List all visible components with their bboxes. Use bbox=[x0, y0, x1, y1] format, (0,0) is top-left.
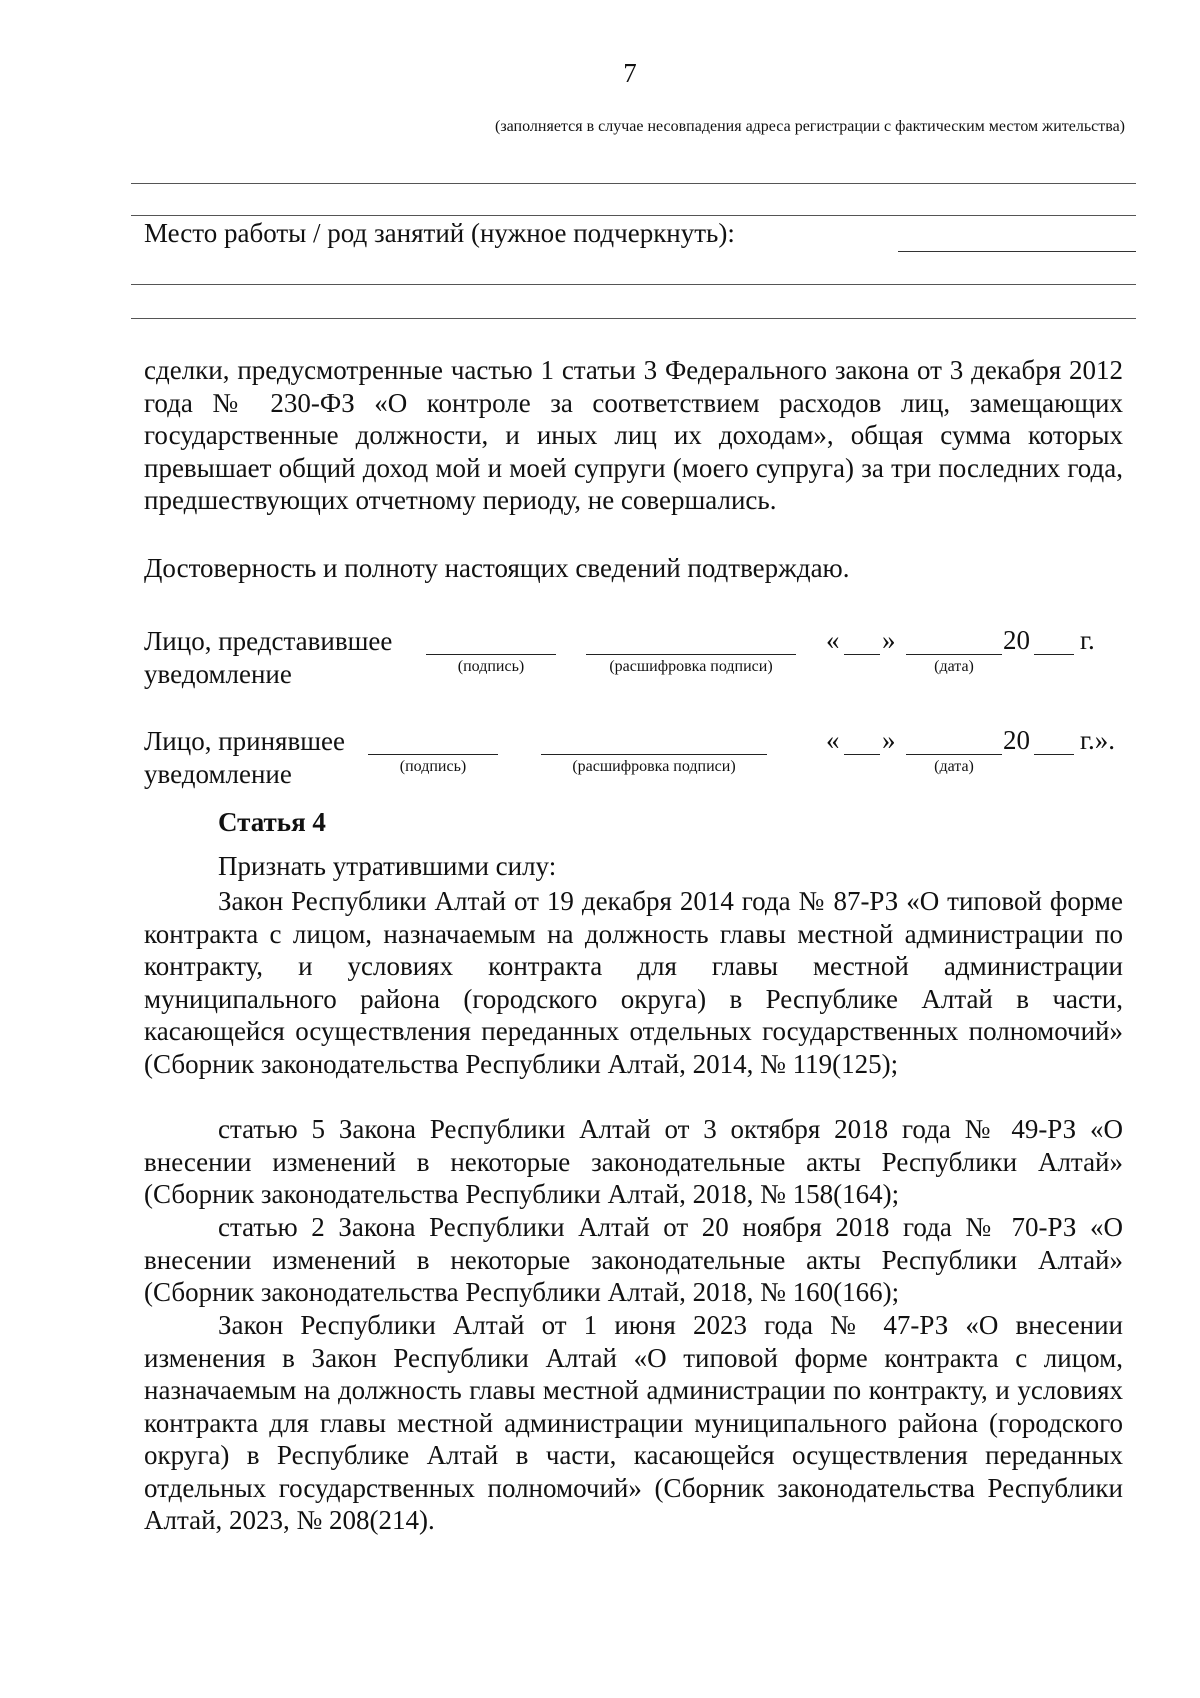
date-close-quote: » bbox=[882, 625, 896, 655]
date-caption: (дата) bbox=[934, 758, 974, 775]
article-lead: Признать утратившими силу: bbox=[218, 851, 557, 881]
date-open-quote: « bbox=[826, 725, 840, 755]
transactions-paragraph: сделки, предусмотренные частью 1 статьи 3 Федерального закона от 3 декабря 2012 года № 230-ФЗ «О контроле за соответствием расходов лиц, замещающих государственные должности, и иных лиц их доходам», общая сумма которых превышает общий доход мой и моей супруги (моего супруга) за три последних года, предшествующих отчетному периоду, не совершались. bbox=[144, 355, 1123, 515]
date-caption: (дата) bbox=[934, 658, 974, 675]
signature-label-line2: уведомление bbox=[144, 659, 292, 689]
work-blank-line bbox=[898, 251, 1136, 252]
decode-blank bbox=[586, 654, 796, 655]
repealed-law-item: Закон Республики Алтай от 19 декабря 2014 года № 87-РЗ «О типовой форме контракта с лицом, назначаемым на должность главы местной администрации по контракту, и условиях контракта для главы местной администрации муниципального района (городского округа) в Республике Алтай в части, касающейся осуществления переданных отдельных государственных полномочий» (Сборник законодательства Республики Алтай, 2014, № 119(125); bbox=[144, 886, 1123, 1079]
year-prefix: 20 bbox=[1003, 725, 1030, 755]
decode-blank bbox=[541, 754, 767, 755]
year-blank bbox=[1034, 754, 1074, 755]
confirmation-text: Достоверность и полноту настоящих сведений подтверждаю. bbox=[144, 553, 850, 583]
repealed-law-item: статью 5 Закона Республики Алтай от 3 октября 2018 года № 49-РЗ «О внесении изменений в некоторые законодательные акты Республики Алтай» (Сборник законодательства Республики Алтай, 2018, № 158(164); bbox=[144, 1114, 1123, 1209]
signature-caption: (подпись) bbox=[399, 758, 467, 775]
repealed-law-item: статью 2 Закона Республики Алтай от 20 ноября 2018 года № 70-РЗ «О внесении изменений в некоторые законодательные акты Республики Алтай» (Сборник законодательства Республики Алтай, 2018, № 160(166); bbox=[144, 1212, 1123, 1307]
repealed-law-item: Закон Республики Алтай от 1 июня 2023 года № 47-РЗ «О внесении изменения в Закон Республики Алтай «О типовой форме контракта с лицом, назначаемым на должность главы местной администрации по контракту, и условиях контракта для главы местной администрации муниципального района (городского округа) в Республике Алтай в части, касающейся осуществления переданных отдельных государственных полномочий» (Сборник законодательства Республики Алтай, 2023, № 208(214). bbox=[144, 1310, 1123, 1535]
month-blank bbox=[906, 754, 1002, 755]
work-label: Место работы / род занятий (нужное подчеркнуть): bbox=[144, 218, 735, 248]
signature-label-line2: уведомление bbox=[144, 759, 292, 789]
day-blank bbox=[844, 654, 880, 655]
signature-caption: (подпись) bbox=[457, 658, 525, 675]
signature-label-line1: Лицо, представившее bbox=[144, 626, 393, 656]
address-line-2 bbox=[131, 215, 1136, 216]
signature-blank bbox=[426, 654, 556, 655]
day-blank bbox=[844, 754, 880, 755]
page-number: 7 bbox=[623, 58, 637, 88]
month-blank bbox=[906, 654, 1002, 655]
year-blank bbox=[1034, 654, 1074, 655]
signature-blank bbox=[368, 754, 498, 755]
year-suffix: г.». bbox=[1080, 725, 1116, 755]
date-open-quote: « bbox=[826, 625, 840, 655]
address-note: (заполняется в случае несовпадения адреса регистрации с фактическим местом жительства) bbox=[495, 118, 1125, 135]
year-suffix: г. bbox=[1080, 625, 1095, 655]
signature-label-line1: Лицо, принявшее bbox=[144, 726, 345, 756]
date-close-quote: » bbox=[882, 725, 896, 755]
address-line-1 bbox=[131, 183, 1136, 184]
work-line-2 bbox=[131, 318, 1136, 319]
year-prefix: 20 bbox=[1003, 625, 1030, 655]
decode-caption: (расшифровка подписи) bbox=[572, 758, 736, 775]
decode-caption: (расшифровка подписи) bbox=[609, 658, 773, 675]
article-heading: Статья 4 bbox=[218, 807, 326, 837]
work-line-1 bbox=[131, 284, 1136, 285]
